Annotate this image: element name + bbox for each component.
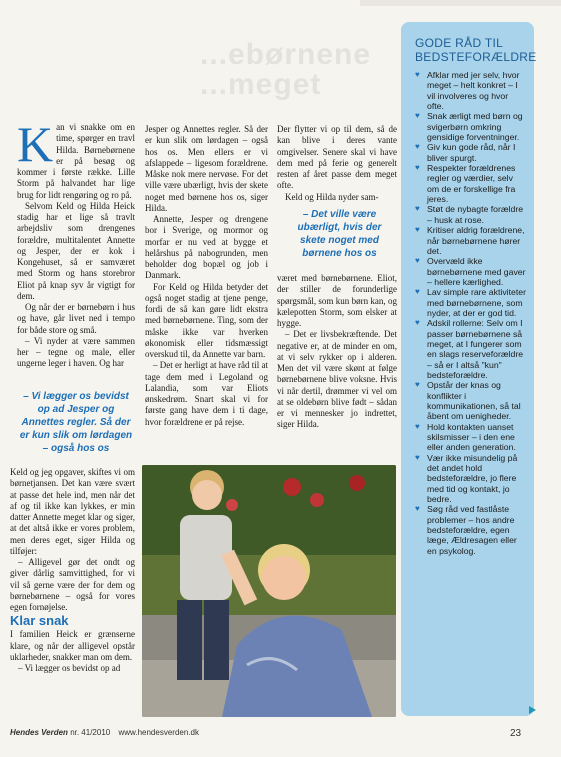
body-paragraph: – Det er livsbekræftende. Det negative er, at de minder en om, at vi selv rykker op i alderen. Men det vil være skønt at følge børnebørnene blive voksne. Hvis vi når dertil, drømmer vi vel om at se oldebørn blive født – sådan er vi mennesker jo indrettet, siger Hilda. [277, 329, 397, 430]
tip-item: ♥ Opstår der knas og konflikter i kommunikationen, så tal åbent om uenigheder. [415, 380, 526, 421]
tip-item: ♥ Støt de nybagte forældre – husk at rose. [415, 204, 526, 225]
tip-item: ♥ Kritiser aldrig forældrene, når børnebørnene hører det. [415, 225, 526, 256]
tip-item: ♥ Lav simple rare aktiviteter med børnebørnene, som nyder, at der er god tid. [415, 287, 526, 318]
article-column-2 [145, 124, 268, 428]
body-paragraph: I familien Heick er grænserne klare, og når der alligevel opstår uklarheder, snakker man om dem. [10, 629, 135, 662]
tips-sidebar [401, 22, 537, 716]
body-paragraph: Keld og jeg opgaver, skiftes vi om børnetjansen. Det kan være svært at passe det hele ind, men når det af og til ikke kan lykkes, er min datter Annette meget klar og siger, at det altså ikke er vores problem, men deres eget, siger Hilda og tilføjer: [10, 467, 135, 556]
drop-cap: K [17, 116, 54, 172]
body-paragraph: For Keld og Hilda betyder det også noget stadig at tjene penge, fordi de så kan gøre lidt ekstra med børnebørnene. Ting, som der måske ikke var hverken økonomisk eller tidsmæssigt overskud til, da Annette var barn. [145, 281, 268, 359]
body-paragraph: Annette, Jesper og drengene bor i Sverige, og mormor og morfar er nu ved at bygge et helårshus på nabogrunden, men beholder dog bopæl og job i Danmark. [145, 214, 268, 281]
article-column-1 [17, 116, 135, 370]
tip-item: ♥ Hold kontakten uanset skilsmisser – i den ene eller anden generation. [415, 422, 526, 453]
pull-quote-2: – Det ville være ubærligt, hvis der skete noget med børnene hos os [297, 209, 382, 259]
body-paragraph: – Alligevel gør det ondt og giver dårlig samvittighed, for vi vil så gerne være der for dem og børnebørnene – også for vores egen fornøjelse. [10, 557, 135, 612]
body-paragraph: – Det er herligt at have råd til at tage dem med i Legoland og Lalandia, som var Eliots ønskedrøm. Snart skal vi for første gang have dem i ti dage, hvor forældrene er på rejse. [145, 360, 268, 427]
body-paragraph: Jesper og Annettes regler. Så der er kun slik om lørdagen – også hos os. Men ellers er vi afslappede – ligesom forældrene. Måske nok mere nervøse. For det ville være ubærligt, hvis der skete noget med børnene hos os, siger Hilda. [145, 124, 268, 213]
tip-item: ♥ Respekter forældrenes regler og værdier, selv om de er forskellige fra jeres. [415, 163, 526, 204]
pull-quote-1: – Vi lægger os bevidst op ad Jesper og Annettes regler. Så der er kun slik om lørdagen – også hos os [19, 391, 133, 454]
tip-item: ♥ Overvæld ikke børnebørnene med gaver – hellere kærlighed. [415, 256, 526, 287]
tip-item: ♥ Giv kun gode råd, når I bliver spurgt. [415, 142, 526, 163]
body-paragraph: Selvom Keld og Hilda Heick stadig har et lige så travlt arbejdsliv som drengenes forældre, multitalentet Annette og Jesper, der er kok i Kongehuset, så er samværet med Storm og hans storebror Eliot på knap syv år vigtigt for dem. [17, 200, 135, 301]
sidebar-title: GODE RÅD TIL BEDSTEFORÆLDRE [415, 36, 537, 64]
faded-headline: ...ebørnene ...meget [200, 38, 372, 101]
top-strip [360, 0, 561, 6]
footer [10, 728, 199, 737]
website-url: www.hendesverden.dk [118, 728, 199, 737]
article-column-3 [277, 124, 397, 203]
page-number: 23 [510, 728, 522, 739]
magazine-name: Hendes Verden [10, 728, 68, 737]
photo-illustration [142, 465, 396, 717]
article-column-3b [277, 273, 397, 431]
tip-item: ♥ Adskil rollerne: Selv om I passer børnebørnene så meget, at I fungerer som en slags reserveforældre – så er I altså "kun" bedsteforældre. [415, 318, 526, 380]
tip-item: ♥ Snak ærligt med børn og svigerbørn omkring gensidige forventninger. [415, 111, 526, 142]
tip-item: ♥ Søg råd ved fastlåste problemer – hos andre bedsteforældre, egen læge, Ældresagen eller en psykolog. [415, 504, 526, 556]
article-photo [142, 465, 396, 717]
subheading: Klar snak [10, 613, 69, 629]
tip-item: ♥ Vær ikke misundelig på det andet hold bedsteforældre, jo flere med tid og kontakt, jo bedre. [415, 453, 526, 505]
article-column-1b [10, 467, 135, 674]
body-paragraph: – Vi nyder at være sammen her – tegne og male, eller ungerne leger i haven. Og har [17, 335, 135, 369]
body-paragraph: været med børnebørnene. Eliot, der stiller de forunderlige spørgsmål, som kun børn kan, og kælepotten Storm, som elsker at hygge. [277, 273, 397, 328]
intro-paragraph: Kan vi snakke om en time, spørger en travl Hilda. Børnebørnene er på besøg og kommer i første række. Lille Storm på halvandet har lige brug for lidt rengøring og ro på. [17, 116, 135, 200]
body-paragraph: Der flytter vi op til dem, så de kan blive i deres vante omgivelser. Senere skal vi have dem med på ferie og generelt resten af året passe dem meget ofte. [277, 124, 397, 191]
body-paragraph: Og når der er børnebørn i hus og have, går livet ned i tempo for både store og små. [17, 302, 135, 335]
body-paragraph: – Vi lægger os bevidst op ad [18, 663, 121, 673]
body-paragraph: Keld og Hilda nyder sam- [285, 191, 379, 202]
tip-item: ♥ Afklar med jer selv, hvor meget – helt konkret – I vil involveres og hvor ofte. [415, 70, 526, 111]
issue-number: nr. 41/2010 [70, 728, 111, 737]
next-page-arrow-icon [529, 706, 536, 714]
tips-list [401, 70, 534, 556]
